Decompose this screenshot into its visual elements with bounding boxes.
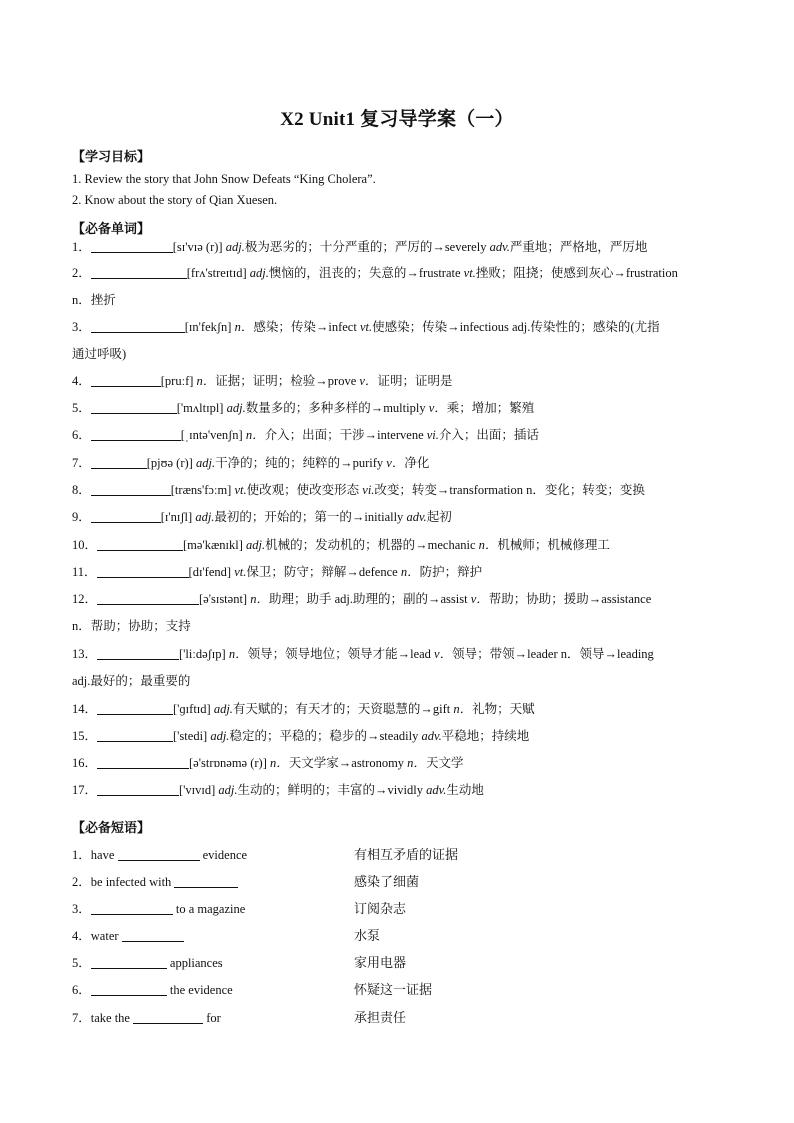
vocab-meaning: 证据；证明；检验→prove (215, 374, 360, 388)
answer-blank[interactable] (174, 873, 238, 888)
section-heading-phrases: 【必备短语】 (72, 821, 151, 836)
vocab-meaning: 使感染；传染→infectious adj.传染性的；感染的(尤指 (372, 320, 660, 334)
vocab-meaning: 生动的；鲜明的；丰富的→vividly (237, 783, 427, 797)
page-title: X2 Unit1 复习导学案（一） (280, 109, 514, 130)
phrase-number: 6． (72, 983, 91, 997)
phrase-text: water (90, 929, 122, 943)
vocab-meaning: 乘；增加；繁殖 (446, 401, 535, 415)
vocab-pos: vt. (234, 565, 247, 579)
answer-blank[interactable] (118, 846, 200, 861)
vocab-pos: vt. (359, 320, 373, 334)
vocab-item-continued: n．帮助；协助；支持 (72, 619, 191, 633)
phrase-number: 7． (72, 1011, 91, 1025)
vocab-phonetic: [frʌ'streɪtɪd] (186, 266, 250, 280)
vocab-phonetic: ['liːdəʃɪp] (179, 647, 229, 661)
phrase-text: take the (90, 1011, 134, 1025)
answer-blank[interactable] (91, 399, 177, 414)
vocab-pos: n． (245, 428, 265, 442)
vocab-pos: adj. (210, 729, 230, 743)
vocab-pos: adv. (406, 510, 427, 524)
phrase-chinese: 有相互矛盾的证据 (354, 847, 459, 862)
vocab-number: 2． (72, 266, 91, 280)
vocab-phonetic: [pruːf] (160, 374, 197, 388)
phrase-text: appliances (166, 956, 223, 970)
vocab-pos: adj. (249, 266, 269, 280)
answer-blank[interactable] (91, 981, 167, 996)
answer-blank[interactable] (97, 727, 173, 742)
answer-blank[interactable] (122, 927, 184, 942)
vocab-pos: adj. (246, 538, 266, 552)
vocab-item (72, 723, 732, 750)
vocab-item (72, 559, 732, 586)
vocab-pos: adj. (195, 456, 216, 470)
vocab-phonetic: [sɪ'vɪə (r)] (172, 240, 226, 254)
vocab-meaning: 平稳地；持续地 (441, 729, 530, 743)
phrase-number: 3． (72, 902, 91, 916)
phrase-chinese: 怀疑这一证据 (354, 982, 433, 997)
vocab-number: 8． (72, 483, 91, 497)
phrase-text: have (90, 848, 118, 862)
vocab-pos: vt. (463, 266, 476, 280)
vocab-meaning: 干净的；纯的；纯粹的→purify (215, 456, 387, 470)
vocab-meaning: 帮助；协助；援助→assistance (488, 592, 652, 606)
vocab-pos: adj. (218, 783, 238, 797)
vocab-meaning: 机械师；机械修理工 (497, 538, 610, 552)
vocab-phonetic: ['mʌltɪpl] (176, 401, 227, 415)
answer-blank[interactable] (91, 454, 147, 469)
vocab-meaning: 感染；传染→infect (253, 320, 360, 334)
vocab-pos: v． (428, 401, 447, 415)
vocab-meaning: 起初 (426, 510, 452, 524)
vocab-meaning: 改变；转变→transformation n．变化；转变；变换 (374, 483, 645, 497)
vocab-pos: adv. (421, 729, 442, 743)
vocab-pos: vi. (426, 428, 439, 442)
phrase-english (72, 953, 223, 973)
vocab-meaning: 领导；领导地位；领导才能→lead (247, 647, 435, 661)
vocab-meaning: 稳定的；平稳的；稳步的→steadily (229, 729, 422, 743)
vocab-number: 9． (72, 510, 91, 524)
vocab-meaning: 使改观；使改变形态 (246, 483, 363, 497)
vocab-item (72, 532, 732, 559)
vocab-meaning: 防护；辩护 (419, 565, 483, 579)
vocab-item (72, 422, 732, 449)
vocab-item (72, 504, 732, 531)
phrase-text: the evidence (166, 983, 233, 997)
answer-blank[interactable] (91, 900, 173, 915)
vocab-item (72, 314, 732, 341)
vocab-meaning: 数量多的；多种多样的→multiply (245, 401, 429, 415)
vocab-meaning: 机械的；发动机的；机器的→mechanic (265, 538, 479, 552)
vocab-item (72, 777, 732, 804)
vocab-pos: n． (400, 565, 420, 579)
section-heading-goals: 【学习目标】 (72, 150, 151, 165)
vocab-pos: n． (234, 320, 254, 334)
vocab-meaning: 严重地；严格地，严厉地 (509, 240, 648, 254)
vocab-number: 13． (72, 647, 98, 661)
vocab-pos: v． (386, 456, 405, 470)
phrase-chinese: 水泵 (354, 928, 381, 943)
vocab-phonetic: ['vɪvɪd] (179, 783, 219, 797)
phrase-number: 5． (72, 956, 91, 970)
vocab-pos: n． (270, 756, 289, 770)
vocab-pos: adv. (426, 783, 447, 797)
phrase-text: evidence (199, 848, 248, 862)
answer-blank[interactable] (91, 372, 161, 387)
vocab-meaning: 天文学家→astronomy (288, 756, 408, 770)
vocab-item-continued: 通过呼吸) (72, 347, 127, 361)
phrase-chinese: 家用电器 (354, 955, 407, 970)
goal-item-1: 1. Review the story that John Snow Defeats “King Cholera”. (72, 172, 376, 186)
vocab-pos: n． (228, 647, 248, 661)
vocab-pos: v． (434, 647, 453, 661)
goal-item-2: 2. Know about the story of Qian Xuesen. (72, 193, 278, 207)
vocab-item (72, 234, 732, 261)
vocab-pos: adv. (489, 240, 510, 254)
vocab-phonetic: [træns'fɔːm] (170, 483, 235, 497)
phrase-english (72, 845, 247, 865)
vocab-pos: adj. (213, 702, 233, 716)
vocab-item (72, 368, 732, 395)
section-heading-words: 【必备单词】 (72, 222, 151, 237)
vocab-phonetic: [pjʊə (r)] (146, 456, 196, 470)
vocab-meaning: 礼物；天赋 (472, 702, 535, 716)
answer-blank[interactable] (133, 1009, 203, 1024)
vocab-meaning: 最初的；开始的；第一的→initially (214, 510, 407, 524)
vocab-meaning: 保卫；防守；辩解→defence (246, 565, 401, 579)
vocab-item-continued: n．挫折 (72, 293, 116, 307)
vocab-number: 1． (72, 240, 91, 254)
vocab-phonetic: [ə'sɪstənt] (199, 592, 251, 606)
phrase-chinese: 承担责任 (354, 1010, 407, 1025)
answer-blank[interactable] (91, 264, 187, 279)
vocab-item (72, 395, 732, 422)
phrase-english (72, 926, 184, 946)
vocab-number: 15． (72, 729, 98, 743)
vocab-item (72, 477, 732, 504)
vocab-item (72, 696, 732, 723)
vocab-meaning: 挫败；阻挠；使感到灰心→frustration (475, 266, 678, 280)
answer-blank[interactable] (91, 318, 185, 333)
vocab-phonetic: [ɪn'fekʃn] (184, 320, 235, 334)
answer-blank[interactable] (91, 238, 173, 253)
phrase-chinese: 订阅杂志 (354, 901, 407, 916)
phrase-text: for (203, 1011, 221, 1025)
answer-blank[interactable] (91, 954, 167, 969)
phrase-english (72, 872, 238, 892)
answer-blank[interactable] (91, 426, 181, 441)
vocab-item (72, 260, 732, 287)
vocab-meaning: 极为恶劣的；十分严重的；严厉的→severely (244, 240, 490, 254)
vocab-phonetic: [ə'strɒnəmə (r)] (189, 756, 270, 770)
vocab-meaning: 助理；助手 adj.助理的；副的→assist (268, 592, 471, 606)
vocab-number: 16． (72, 756, 98, 770)
vocab-pos: adj. (225, 240, 245, 254)
vocab-item (72, 586, 732, 613)
answer-blank[interactable] (97, 781, 179, 796)
vocab-pos: n． (478, 538, 498, 552)
vocab-item (72, 750, 732, 777)
phrase-english (72, 899, 245, 919)
vocab-meaning: 懊恼的，沮丧的；失意的→frustrate (268, 266, 464, 280)
answer-blank[interactable] (97, 700, 173, 715)
vocab-pos: adj. (226, 401, 246, 415)
phrase-number: 4． (72, 929, 91, 943)
vocab-number: 17． (72, 783, 98, 797)
answer-blank[interactable] (97, 645, 179, 660)
phrase-text: be infected with (90, 875, 175, 889)
vocab-number: 6． (72, 428, 91, 442)
vocab-phonetic: [ɪ'nɪʃl] (160, 510, 196, 524)
vocab-pos: vt. (234, 483, 247, 497)
vocab-meaning: 生动地 (446, 783, 484, 797)
vocab-pos: n． (196, 374, 216, 388)
vocab-number: 10． (72, 538, 98, 552)
answer-blank[interactable] (97, 563, 189, 578)
vocab-meaning: 领导；带领→leader n．领导→leading (452, 647, 654, 661)
vocab-pos: v． (470, 592, 489, 606)
vocab-phonetic: ['ɡɪftɪd] (173, 702, 214, 716)
vocab-pos: adj. (195, 510, 215, 524)
answer-blank[interactable] (91, 481, 171, 496)
vocab-number: 7． (72, 456, 91, 470)
answer-blank[interactable] (97, 590, 199, 605)
vocab-pos: n． (250, 592, 269, 606)
vocab-pos: v． (359, 374, 378, 388)
vocab-meaning: 证明；证明是 (377, 374, 453, 388)
vocab-item (72, 641, 732, 668)
vocab-pos: n． (407, 756, 426, 770)
vocab-number: 11． (72, 565, 97, 579)
vocab-pos: n． (453, 702, 473, 716)
vocab-meaning: 净化 (404, 456, 430, 470)
answer-blank[interactable] (97, 536, 183, 551)
vocab-number: 12． (72, 592, 98, 606)
answer-blank[interactable] (97, 754, 189, 769)
phrase-number: 2． (72, 875, 91, 889)
vocab-number: 14． (72, 702, 98, 716)
vocab-meaning: 介入；出面；插话 (438, 428, 539, 442)
vocab-number: 4． (72, 374, 91, 388)
vocab-number: 3． (72, 320, 91, 334)
vocab-phonetic: ['stedi] (173, 729, 211, 743)
phrase-number: 1． (72, 848, 91, 862)
vocab-phonetic: [dɪ'fend] (188, 565, 235, 579)
answer-blank[interactable] (91, 508, 161, 523)
vocab-meaning: 有天赋的；有天才的；天资聪慧的→gift (232, 702, 454, 716)
phrase-chinese: 感染了细菌 (354, 874, 420, 889)
vocab-item-continued: adj.最好的；最重要的 (72, 674, 191, 688)
phrase-english (72, 980, 233, 1000)
phrase-text: to a magazine (172, 902, 246, 916)
vocab-phonetic: [ˌɪntə'venʃn] (180, 428, 246, 442)
vocab-meaning: 天文学 (425, 756, 464, 770)
vocab-item (72, 450, 732, 477)
vocab-meaning: 介入；出面；干涉→intervene (264, 428, 427, 442)
vocab-number: 5． (72, 401, 91, 415)
vocab-phonetic: [mə'kænɪkl] (183, 538, 247, 552)
phrase-english (72, 1008, 221, 1028)
vocab-pos: vi. (362, 483, 375, 497)
